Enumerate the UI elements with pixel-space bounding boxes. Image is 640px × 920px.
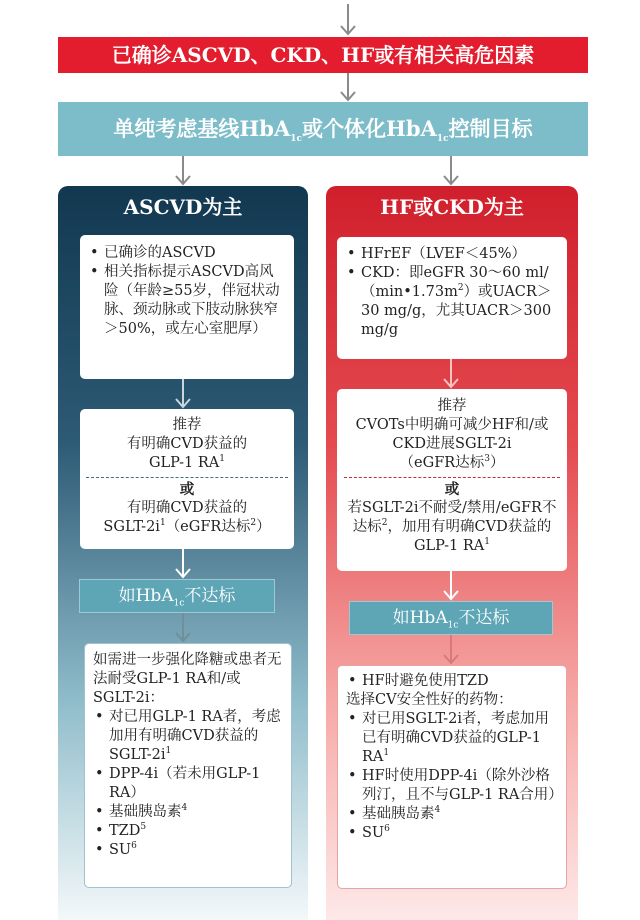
hf-ckd-further-item-2: • 对已用SGLT-2i者，考虑加用已有明确CVD获益的GLP-1 $RA^1$ (346, 710, 558, 767)
arrow-to-control (338, 73, 358, 102)
or-label: 或 (444, 481, 460, 498)
arrow-left-2 (173, 549, 193, 579)
hf-ckd-recommend-title: 推荐 (437, 398, 467, 414)
hf-ckd-recommend-glp1: 若SGLT-2i不耐受/禁用/eGFR不达标$^2$，加用有明确CVD获益的GLP-1 $RA^1$ (347, 500, 557, 554)
arrow-right-2 (441, 571, 461, 601)
ascvd-further-item-3: • 基础胰岛素$^4$ (93, 803, 283, 822)
hf-ckd-further-item-5: • $SU^6$ (346, 824, 558, 843)
hf-ckd-further-item-3: • HF时使用DPP-4i（除外沙格列汀，且不与GLP-1 RA合用） (346, 767, 558, 805)
hf-ckd-criteria-box (337, 237, 567, 359)
or-label: 或 (179, 481, 195, 498)
ascvd-criterion-1: • 已确诊的ASCVD (88, 244, 286, 263)
ascvd-further-intro: 如需进一步强化降糖或患者无法耐受GLP-1 RA和/或SGLT-2i： (93, 652, 282, 706)
ascvd-column-header: ASCVD为主 (123, 195, 243, 219)
hf-ckd-criterion-2: • CKD：即eGFR 30～60 $ml/(\min•1.73m^2)$或UACR＞30 mg/g，尤其UACR＞300 mg/g (345, 264, 559, 340)
arrow-to-right-column (441, 156, 461, 186)
ascvd-further-item-2: • DPP-4i（若未用GLP-1 RA） (93, 765, 283, 803)
top-banner: 已确诊ASCVD、CKD、HF或有相关高危因素 (58, 37, 588, 73)
arrow-left-1 (173, 379, 193, 409)
ascvd-recommend-glp1: GLP-1 $RA^1$ (148, 454, 226, 471)
arrow-right-1 (441, 359, 461, 389)
ascvd-criterion-2: • 相关指标提示ASCVD高风险（年龄≥55岁，伴冠状动脉、颈动脉或下肢动脉狭窄＞50%，或左心室肥厚） (88, 263, 286, 339)
divider (86, 477, 288, 478)
ascvd-further-item-4: • TZD$^5$ (93, 822, 283, 841)
arrow-to-left-column (173, 156, 193, 186)
divider (344, 477, 560, 478)
arrow-left-3 (173, 613, 193, 643)
ascvd-recommend-box (80, 409, 294, 549)
ascvd-recommend-sglt2: SGLT-$2i^1(eGFR$达标$^2$） (103, 518, 271, 535)
ascvd-criteria-box (80, 235, 294, 379)
hf-ckd-further-item-1: • HF时避免使用TZD (346, 672, 558, 691)
ascvd-recommend-line3: 有明确CVD获益的 (126, 500, 248, 516)
hf-ckd-column-header: HF或CKD为主 (380, 195, 524, 219)
arrow-right-3 (441, 635, 461, 665)
ascvd-further-item-1: • 对已用GLP-1 RA者，考虑加用有明确CVD获益的SGLT-$2i^1$ (93, 708, 283, 765)
hf-ckd-criterion-1: • HFrEF（LVEF＜45%） (345, 245, 559, 264)
hf-ckd-recommend-sglt2: CVOTs中明确可减少HF和/或CKD进展SGLT-2i (355, 417, 549, 452)
hf-ckd-hba1c-not-met: 如HbA$_{1c}$不达标 (349, 601, 553, 635)
ascvd-hba1c-not-met: 如HbA$_{1c}$不达标 (79, 579, 275, 613)
hf-ckd-recommend-box (337, 389, 567, 571)
hf-ckd-further-box (337, 665, 567, 889)
ascvd-recommend-line1: 有明确CVD获益的 (126, 436, 248, 452)
ascvd-recommend-title: 推荐 (172, 417, 202, 433)
hf-ckd-further-item-4: • 基础胰岛素$^4$ (346, 805, 558, 824)
control-target-banner: 单纯考虑基线HbA$_{1c}$或个体化HbA$_{1c}$控制目标 (58, 102, 588, 156)
ascvd-further-item-5: • $SU^6$ (93, 841, 283, 860)
hf-ckd-further-intro: 选择CV安全性好的药物： (346, 692, 513, 708)
arrow-top (338, 4, 358, 36)
ascvd-further-box (84, 643, 292, 888)
hf-ckd-recommend-egfr: （eGFR达标$^3$） (399, 454, 505, 471)
